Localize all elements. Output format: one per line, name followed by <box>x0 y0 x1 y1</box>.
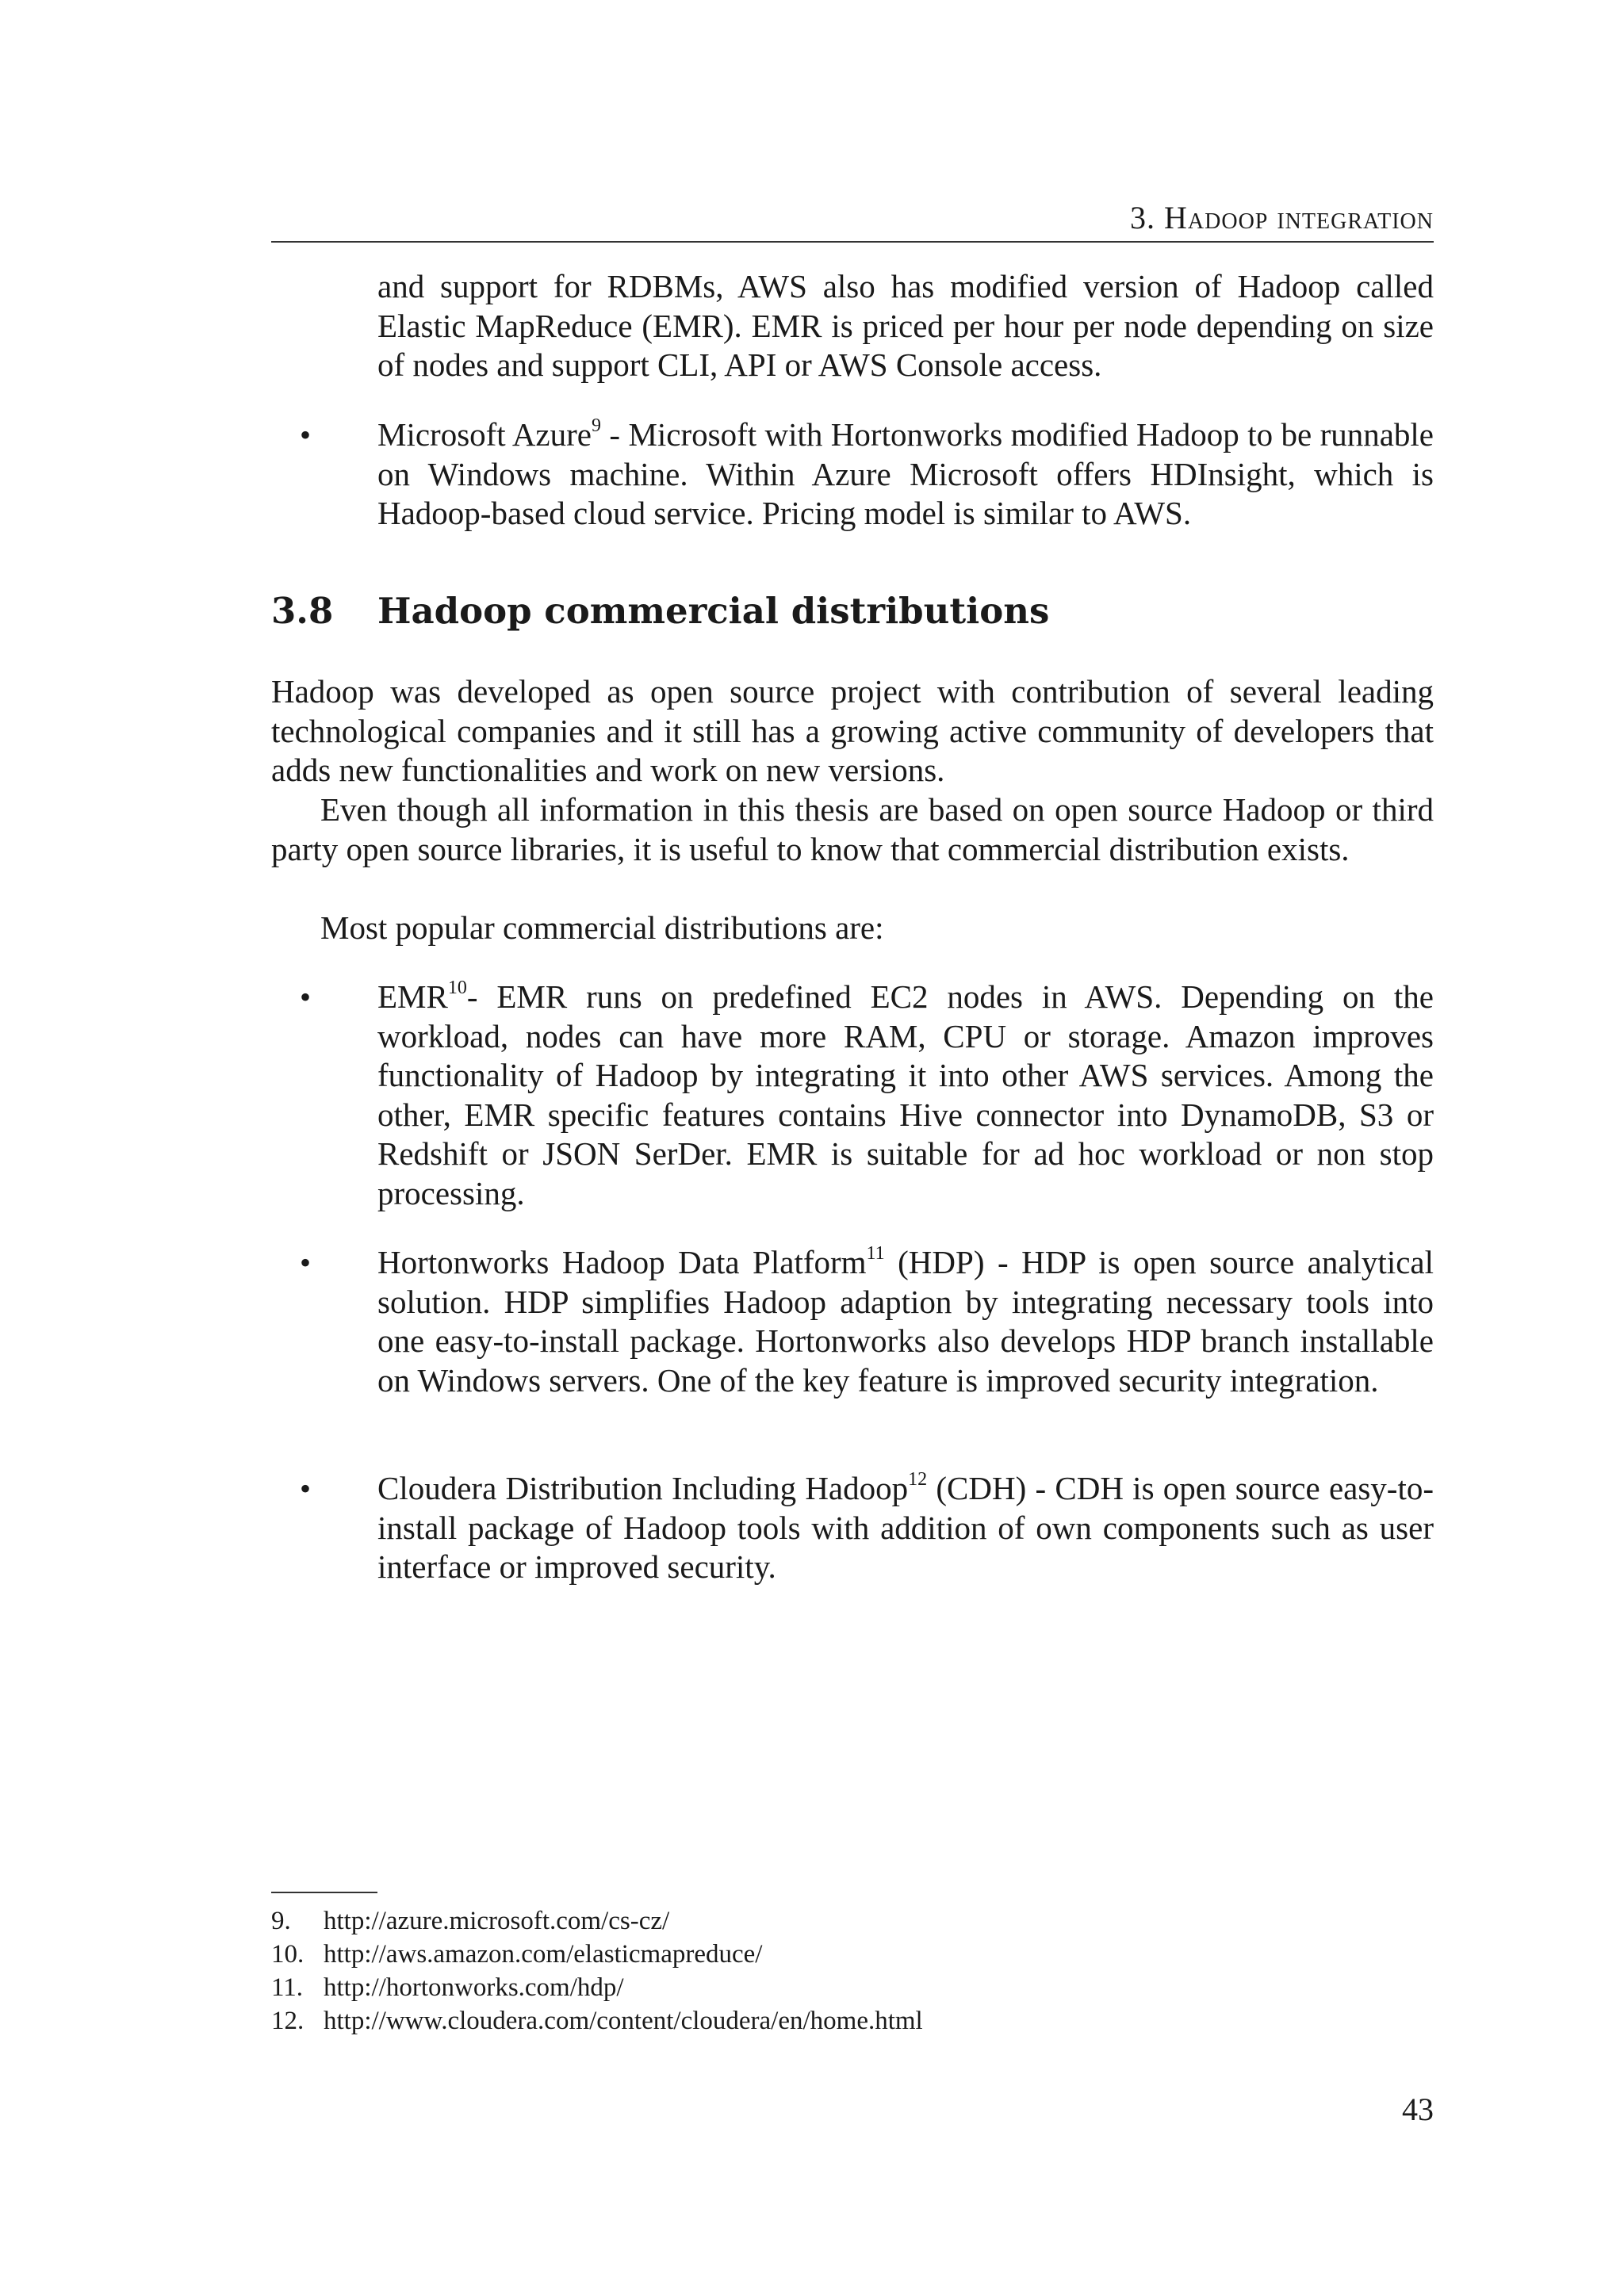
list-item-hdp <box>377 1243 1434 1400</box>
footnote-number: 12. <box>271 2007 304 2035</box>
paragraph-2: Even though all information in this thesis are based on open source Hadoop or third party open source libraries, it is useful to know that commercial distribution exists. <box>271 791 1434 867</box>
footnote-ref-12[interactable]: 12 <box>908 1469 928 1490</box>
footnote-url[interactable]: http://www.cloudera.com/content/cloudera/en/home.html <box>324 2007 923 2035</box>
list-item-azure <box>377 415 1434 534</box>
footnote-rule <box>271 1892 377 1893</box>
footnote-ref-10[interactable]: 10 <box>447 978 467 998</box>
footnote-url[interactable]: http://hortonworks.com/hdp/ <box>324 1973 624 2002</box>
section-heading <box>271 587 1049 635</box>
emr-text: - EMR runs on predefined EC2 nodes in AWS. Depending on the workload, nodes can have more RAM, CPU or storage. Amazon improves functionality of Hadoop by integrating it into other AWS services. Among the other, EMR specific features contains Hive connector into DynamoDB, S3 or Redshift or JSON SerDer. EMR is suitable for ad hoc workload or non stop processing. <box>377 978 1434 1211</box>
hdp-text: (HDP) - HDP is open source analytical solution. HDP simplifies Hadoop adaption by integrating necessary tools into one easy-to-install package. Hortonworks also develops HDP branch installable on Windows servers. One of the key feature is improved security integration. <box>377 1244 1434 1399</box>
bullet-hdp: • <box>300 1245 312 1280</box>
bullet-azure: • <box>300 417 312 453</box>
footnote-ref-9[interactable]: 9 <box>592 415 601 436</box>
running-header <box>271 198 1434 238</box>
emr-name: EMR <box>377 978 448 1015</box>
continued-paragraph <box>377 267 1434 385</box>
azure-text: - Microsoft with Hortonworks modified Hadoop to be runnable on Windows machine. Within Azure Microsoft offers HDInsight, which is Hadoop-based cloud service. Pricing model is similar to AWS. <box>377 416 1434 531</box>
paragraph-3: Most popular commercial distributions are: <box>320 909 884 946</box>
page-number: 43 <box>1402 2091 1434 2127</box>
cdh-text: (CDH) - CDH is open source easy-to-install package of Hadoop tools with addition of own components such as user interface or improved security. <box>377 1470 1434 1585</box>
section-title: Hadoop commercial distributions <box>377 590 1050 632</box>
footnotes <box>271 1904 1434 2038</box>
continued-paragraph-text: and support for RDBMs, AWS also has modified version of Hadoop called Elastic MapReduce (EMR). EMR is priced per hour per node depending on size of nodes and support CLI, API or AWS Console access. <box>377 268 1434 383</box>
footnote-11 <box>271 1971 1434 2004</box>
hdp-name: Hortonworks Hadoop Data Platform <box>377 1244 867 1280</box>
paragraph-1: Hadoop was developed as open source project with contribution of several leading technological companies and it still has a growing active community of developers that adds new functionalities and work on new versions. <box>271 673 1434 788</box>
footnote-number: 11. <box>271 1973 304 2002</box>
footnote-ref-11[interactable]: 11 <box>866 1243 885 1264</box>
chapter-title: Hadoop integration <box>1164 200 1434 235</box>
footnote-10 <box>271 1938 1434 1971</box>
bullet-cdh: • <box>300 1471 312 1506</box>
footnote-9 <box>271 1904 1434 1938</box>
footnote-12 <box>271 2004 1434 2038</box>
bullet-emr: • <box>300 979 312 1015</box>
cdh-name: Cloudera Distribution Including Hadoop <box>377 1470 909 1506</box>
list-item-emr <box>377 978 1434 1213</box>
chapter-number: 3. <box>1130 200 1156 235</box>
footnote-url[interactable]: http://aws.amazon.com/elasticmapreduce/ <box>324 1940 763 1969</box>
header-rule <box>271 241 1434 243</box>
list-item-cdh <box>377 1469 1434 1587</box>
footnote-number: 10. <box>271 1940 304 1969</box>
footnote-url[interactable]: http://azure.microsoft.com/cs-cz/ <box>324 1907 670 1935</box>
azure-name: Microsoft Azure <box>377 416 592 453</box>
footnote-number: 9. <box>271 1907 291 1935</box>
section-number: 3.8 <box>271 590 334 632</box>
